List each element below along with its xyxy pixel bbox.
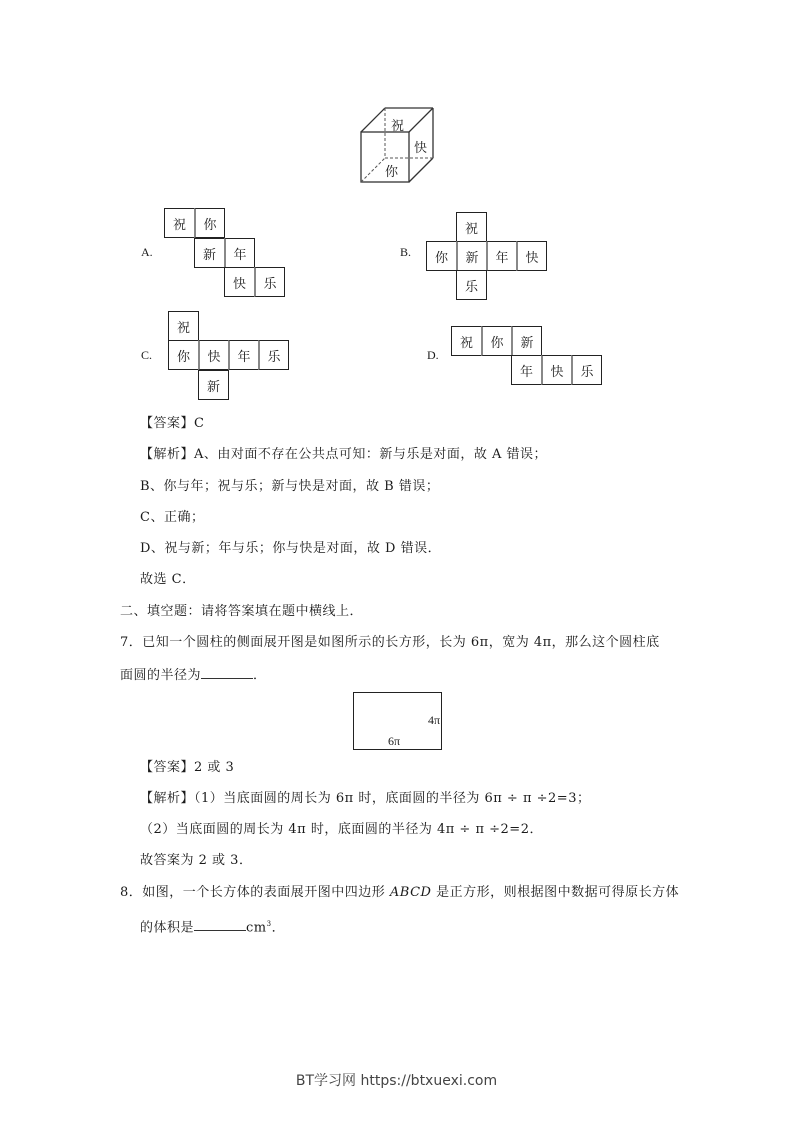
- net-cell: 乐: [254, 267, 285, 297]
- q8-unit-exponent: 3: [266, 920, 272, 928]
- q8-question-line2: [140, 916, 285, 936]
- footer-watermark: BT学习网 https://btxuexi.com: [295, 1073, 498, 1089]
- height-label: 4π: [427, 713, 440, 727]
- rectangle-figure: [353, 692, 442, 750]
- q7-analysis-line: 故答案为 2 或 3．: [140, 853, 253, 868]
- q7-analysis-line: 【解析】（1）当底面圆的周长为 6π 时，底面圆的半径为 6π ÷ π ÷2=3；: [140, 791, 591, 806]
- q8-line2-prefix: 的体积是: [140, 920, 195, 936]
- q8-suffix: 是正方形，则根据图中数据可得原长方体: [431, 885, 680, 900]
- net-cell: 你: [168, 340, 199, 370]
- net-cell: 祝: [164, 208, 195, 238]
- option-d-label: D.: [427, 348, 439, 362]
- cube-face-front: 你: [385, 165, 399, 180]
- option-c-label: C.: [141, 348, 153, 362]
- net-cell: 你: [426, 241, 457, 271]
- q7-prefix: 面圆的半径为: [120, 668, 202, 683]
- q6-analysis-line: 故选 C．: [140, 572, 196, 587]
- q6-answer: 【答案】C: [140, 416, 205, 431]
- net-cell: 乐: [258, 340, 289, 370]
- q7-question-line1: 7．已知一个圆柱的侧面展开图是如图所示的长方形，长为 6π，宽为 4π，那么这个圆柱底: [120, 635, 660, 650]
- net-cell: 快: [516, 241, 547, 271]
- q6-analysis-line: C、正确；: [140, 510, 205, 525]
- net-cell: 年: [486, 241, 517, 271]
- net-cell: 快: [224, 267, 255, 297]
- width-label: 6π: [388, 734, 401, 748]
- net-cell: 乐: [571, 355, 602, 385]
- q8-unit: cm: [246, 920, 267, 936]
- q8-line2-suffix: ．: [271, 920, 286, 936]
- net-cell: 快: [541, 355, 572, 385]
- cube-face-right: 快: [414, 141, 428, 156]
- net-cell: 祝: [168, 311, 199, 341]
- q7-analysis-line: （2）当底面圆的周长为 4π 时，底面圆的半径为 4π ÷ π ÷2=2．: [140, 822, 543, 837]
- net-cell: 新: [198, 370, 229, 400]
- q7-answer-blank[interactable]: [201, 666, 253, 679]
- net-cell: 新: [194, 238, 225, 268]
- q8-question-line1: [120, 885, 679, 901]
- q7-suffix: ．: [253, 668, 267, 683]
- net-cell: 新: [511, 326, 542, 356]
- cube-figure: [355, 105, 445, 185]
- q8-answer-blank[interactable]: [194, 918, 246, 931]
- net-cell: 祝: [451, 326, 482, 356]
- net-cell: 你: [481, 326, 512, 356]
- net-cell: 年: [228, 340, 259, 370]
- net-cell: 你: [194, 208, 225, 238]
- net-cell: 新: [456, 241, 487, 271]
- option-b-label: B.: [400, 245, 412, 259]
- cube-face-top: 祝: [391, 119, 405, 134]
- q7-question-line2: [120, 666, 267, 684]
- q7-answer: 【答案】2 或 3: [140, 760, 235, 775]
- net-cell: 祝: [456, 212, 487, 242]
- net-cell: 年: [511, 355, 542, 385]
- section-title: 二、填空题：请将答案填在题中横线上．: [120, 604, 364, 619]
- q8-abcd: ABCD: [389, 885, 432, 900]
- net-cell: 年: [224, 238, 255, 268]
- net-cell: 快: [198, 340, 229, 370]
- q6-analysis-line: 【解析】A、由对面不存在公共点可知：新与乐是对面，故 A 错误；: [140, 447, 548, 462]
- q8-prefix: 8．如图，一个长方体的表面展开图中四边形: [120, 885, 390, 900]
- option-a-label: A.: [141, 245, 153, 259]
- q6-analysis-line: D、祝与新；年与乐；你与快是对面，故 D 错误．: [140, 541, 442, 556]
- net-cell: 乐: [456, 270, 487, 300]
- q6-analysis-line: B、你与年；祝与乐；新与快是对面，故 B 错误；: [140, 479, 440, 494]
